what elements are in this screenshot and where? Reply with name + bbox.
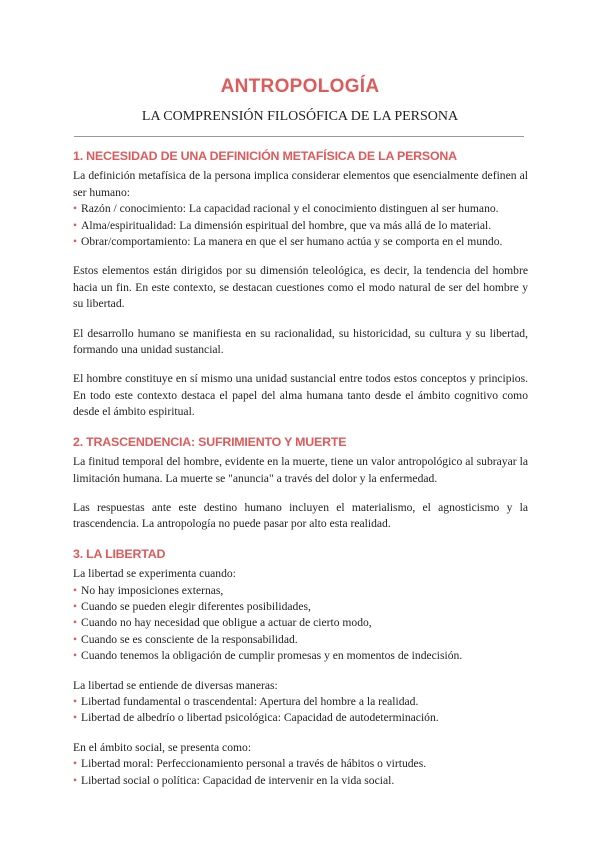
list-item: • Obrar/comportamiento: La manera en que el ser humano actúa y se comporta en el mundo.: [73, 234, 528, 250]
paragraph: La libertad se experimenta cuando:: [73, 567, 236, 581]
bullet-list: [73, 201, 528, 250]
list-item: • Libertad fundamental o trascendental: Apertura del hombre a la realidad.: [73, 694, 528, 710]
document-title: ANTROPOLOGÍA: [220, 76, 380, 97]
list-item: • Libertad de albedrío o libertad psicológica: Capacidad de autodeterminación.: [73, 710, 528, 726]
bullet-list: [73, 756, 528, 789]
bullet-list: [73, 583, 528, 665]
title-divider: [74, 136, 524, 137]
bullet-icon: •: [73, 711, 78, 725]
list-item: • Libertad moral: Perfeccionamiento personal a través de hábitos o virtudes.: [73, 756, 528, 772]
bullet-icon: •: [73, 773, 78, 787]
document-body: [73, 148, 528, 789]
section-3: [73, 546, 528, 789]
list-item: • Cuando se es consciente de la responsabilidad.: [73, 632, 528, 648]
bullet-icon: •: [73, 649, 78, 663]
bullet-icon: •: [73, 632, 78, 646]
list-item: • Cuando no hay necesidad que obligue a actuar de cierto modo,: [73, 615, 528, 631]
bullet-icon: •: [73, 583, 78, 597]
bullet-icon: •: [73, 757, 78, 771]
list-item: • Cuando se pueden elegir diferentes posibilidades,: [73, 599, 528, 615]
section-heading: 3. LA LIBERTAD: [73, 546, 166, 561]
section-heading: 1. NECESIDAD DE UNA DEFINICIÓN METAFÍSICA DE LA PERSONA: [73, 149, 457, 163]
section-2: [73, 434, 528, 533]
bullet-icon: •: [73, 599, 78, 613]
bullet-icon: •: [73, 235, 78, 249]
bullet-icon: •: [73, 218, 78, 232]
libertad-experience-group: [73, 566, 528, 664]
paragraph: El hombre constituye en sí mismo una unidad sustancial entre todos estos conceptos y principios. En todo este contexto destaca el papel del alma humana tanto desde el ámbito cognitivo como desde el ámbito espiritual.: [73, 372, 528, 419]
paragraph: La definición metafísica de la persona implica considerar elementos que esencialmente definen al ser humano:: [73, 169, 528, 199]
libertad-social-group: [73, 740, 528, 789]
section-1: [73, 148, 528, 421]
list-item: • Cuando tenemos la obligación de cumplir promesas y en momentos de indecisión.: [73, 648, 528, 664]
paragraph: Estos elementos están dirigidos por su dimensión teleológica, es decir, la tendencia del hombre hacia un fin. En este contexto, se destacan cuestiones como el modo natural de ser del hombre y su libertad.: [73, 264, 528, 311]
bullet-list: [73, 694, 528, 727]
document-subtitle: LA COMPRENSIÓN FILOSÓFICA DE LA PERSONA: [141, 109, 459, 124]
list-item: • Razón / conocimiento: La capacidad racional y el conocimiento distinguen al ser humano.: [73, 201, 528, 217]
list-item: • Alma/espiritualidad: La dimensión espiritual del hombre, que va más allá de lo material.: [73, 218, 528, 234]
paragraph: El desarrollo humano se manifiesta en su racionalidad, su historicidad, su cultura y su libertad, formando una unidad sustancial.: [73, 326, 528, 357]
section-heading: 2. TRASCENDENCIA: SUFRIMIENTO Y MUERTE: [73, 434, 347, 449]
paragraph: Las respuestas ante este destino humano incluyen el materialismo, el agnosticismo y la trascendencia. La antropología no puede pasar por alto esta realidad.: [73, 500, 528, 531]
list-item: • Libertad social o política: Capacidad de intervenir en la vida social.: [73, 773, 528, 789]
paragraph: La libertad se entiende de diversas maneras:: [73, 678, 278, 692]
bullet-icon: •: [73, 694, 78, 708]
bullet-icon: •: [73, 202, 78, 216]
paragraph: En el ámbito social, se presenta como:: [73, 740, 252, 754]
libertad-types-group: [73, 678, 528, 727]
bullet-icon: •: [73, 616, 78, 630]
list-item: • No hay imposiciones externas,: [73, 583, 528, 599]
paragraph: La finitud temporal del hombre, evidente en la muerte, tiene un valor antropológico al subrayar la limitación humana. La muerte se "anuncia" a través del dolor y la enfermedad.: [73, 455, 528, 485]
